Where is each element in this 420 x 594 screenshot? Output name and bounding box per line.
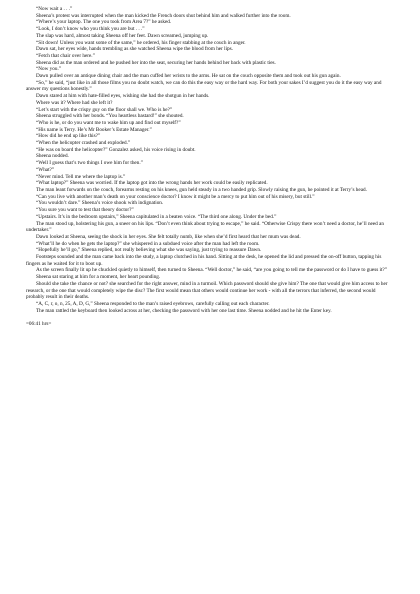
paragraph: “Let’s start with the crispy guy on the floor shall we. Who is he?”: [36, 106, 173, 113]
paragraph: Dawn looked at Sheena, seeing the shock in her eyes. She felt totally numb, like when she’d first heard that her mum was dead.: [36, 233, 301, 240]
paragraph: “How did he end up like this?”: [36, 133, 101, 140]
paragraph: “Now you.”: [36, 66, 62, 73]
paragraph: “So,” he said, “just like in all those films you no doubt watch, we can do this the easy way or the hard way. For both your sakes I’d suggest you do it the easy way and answer my questions honestly.”: [26, 79, 382, 93]
paragraph: Sheena struggled with her bonds. “You heartless bastard!” she shouted.: [36, 113, 184, 120]
paragraph: “Upstairs. It’s in the bedroom upstairs,” Sheena capitulated in a beaten voice. “The third one along. Under the bed.”: [36, 213, 277, 220]
paragraph: “What laptop?” Sheena was worried. If the laptop got into the wrong hands her work could be easily replicated.: [36, 180, 268, 187]
paragraph: The man rattled the keyboard then looked across at her, checking the password with her one last time. Sheena nodded and he hit the Enter key.: [36, 307, 332, 314]
timestamp: =06:41 hrs=: [26, 321, 52, 328]
paragraph: Sheena did as the man ordered and he pushed her into the seat, securing her hands behind her back with plastic ties.: [36, 59, 276, 66]
paragraph: “What?”: [36, 166, 55, 173]
paragraph: The slap was hard, almost taking Sheena off her feet. Dawn screamed, jumping up.: [36, 32, 209, 39]
paragraph: The man leant forwards on the couch, forearms resting on his knees, gun held steady in a two handed grip. Slowly raising the gun, he pointed it at Terry’s head.: [36, 186, 367, 193]
paragraph: Dawn pulled over an antique dining chair and the man cuffed her wrists to the arms. He sat on the couch opposite them and took out his gun again.: [36, 73, 341, 80]
paragraph: Sheena’s protest was interrupted when the man kicked the French doors shut behind him and walked further into the room.: [36, 12, 291, 19]
paragraph: “Fetch that chair over here.”: [36, 52, 95, 59]
paragraph: Dawn sat, her eyes wide, hands trembling as she watched Sheena wipe the blood from her lips.: [36, 46, 233, 53]
paragraph: Where was it? Where had she left it?: [36, 99, 113, 106]
paragraph: Sheena sat staring at him for a moment, her heart pounding.: [36, 274, 161, 281]
paragraph: Sheena nodded.: [36, 153, 69, 160]
paragraph: “Hopefully he’ll go,” Sheena replied, not really believing what she was saying, just trying to reassure Dawn.: [36, 247, 262, 254]
paragraph: “When the helicopter crashed and exploded.”: [36, 140, 131, 147]
paragraph: “His name is Terry. He’s Mr Booker’s Estate Manager.”: [36, 126, 152, 133]
paragraph: “He was on board the helicopter?” Gonzalez asked, his voice rising in doubt.: [36, 146, 196, 153]
paragraph: Dawn stared at him with hate-filled eyes, wishing she had the shotgun in her hands.: [36, 93, 210, 100]
paragraph: “What’ll he do when he gets the laptop?” she whispered in a subdued voice after the man had left the room.: [36, 240, 260, 247]
paragraph: “You sure you want to test that theory doctor?”: [36, 207, 134, 214]
paragraph: “Now wait a . . .”: [36, 6, 73, 12]
paragraph: “Who is he, or do you want me to wake him up and find out myself?”: [36, 119, 181, 126]
paragraph: Footsteps sounded and the man came back into the study, a laptop clutched in his hand. Sitting at the desk, he opened the lid and pressed the on-off button, tapping his fingers as he waited for it to boot up.: [26, 254, 382, 267]
paragraph: “Never mind. Tell me where the laptop is.”: [36, 173, 126, 180]
paragraph: “Where’s your laptop. The one you took from Area 7?” he asked.: [36, 19, 172, 26]
paragraph: “A, C, r, o, n, 25, A, D, G,” Sheena responded to the man’s raised eyebrows, carefully calling out each character.: [36, 300, 270, 307]
body-text: [26, 6, 394, 314]
paragraph: “Sit down! Unless you want some of the same,” he ordered, his finger stabbing at the couch in anger.: [36, 39, 246, 46]
paragraph: “Look, I don’t know who you think you are but . . .”: [36, 26, 145, 33]
paragraph: “Well I guess that’s two things I owe him for then.”: [36, 160, 143, 167]
paragraph: The man stood up, holstering his gun, a sneer on his lips. “Don’t even think about trying to escape,” he said. “Otherwise Crispy there won’t need a doctor, he’ll need an undertaker.”: [26, 220, 384, 234]
paragraph: “Can you live with another man’s death on your conscience doctor? I know it might be a mercy to put him out of his misery, but still.”: [36, 193, 315, 200]
paragraph: “You wouldn’t dare.” Sheena’s voice shook with indignation.: [36, 200, 164, 207]
paragraph: As the screen finally lit up he chuckled quietly to himself, then turned to Sheena. “Well doctor,” he said, “are you going to tell me the password or do I have to guess it?”: [36, 267, 388, 274]
paragraph: Should she take the chance or not? she searched for the right answer, mind in a turmoil. Which password should she give him? The one that would give him access to her research, or the one that would completely wipe the disc? The first would mean that others would continue her work - with all the terrors that inferred, the second would probably result in their deaths.: [26, 280, 388, 301]
